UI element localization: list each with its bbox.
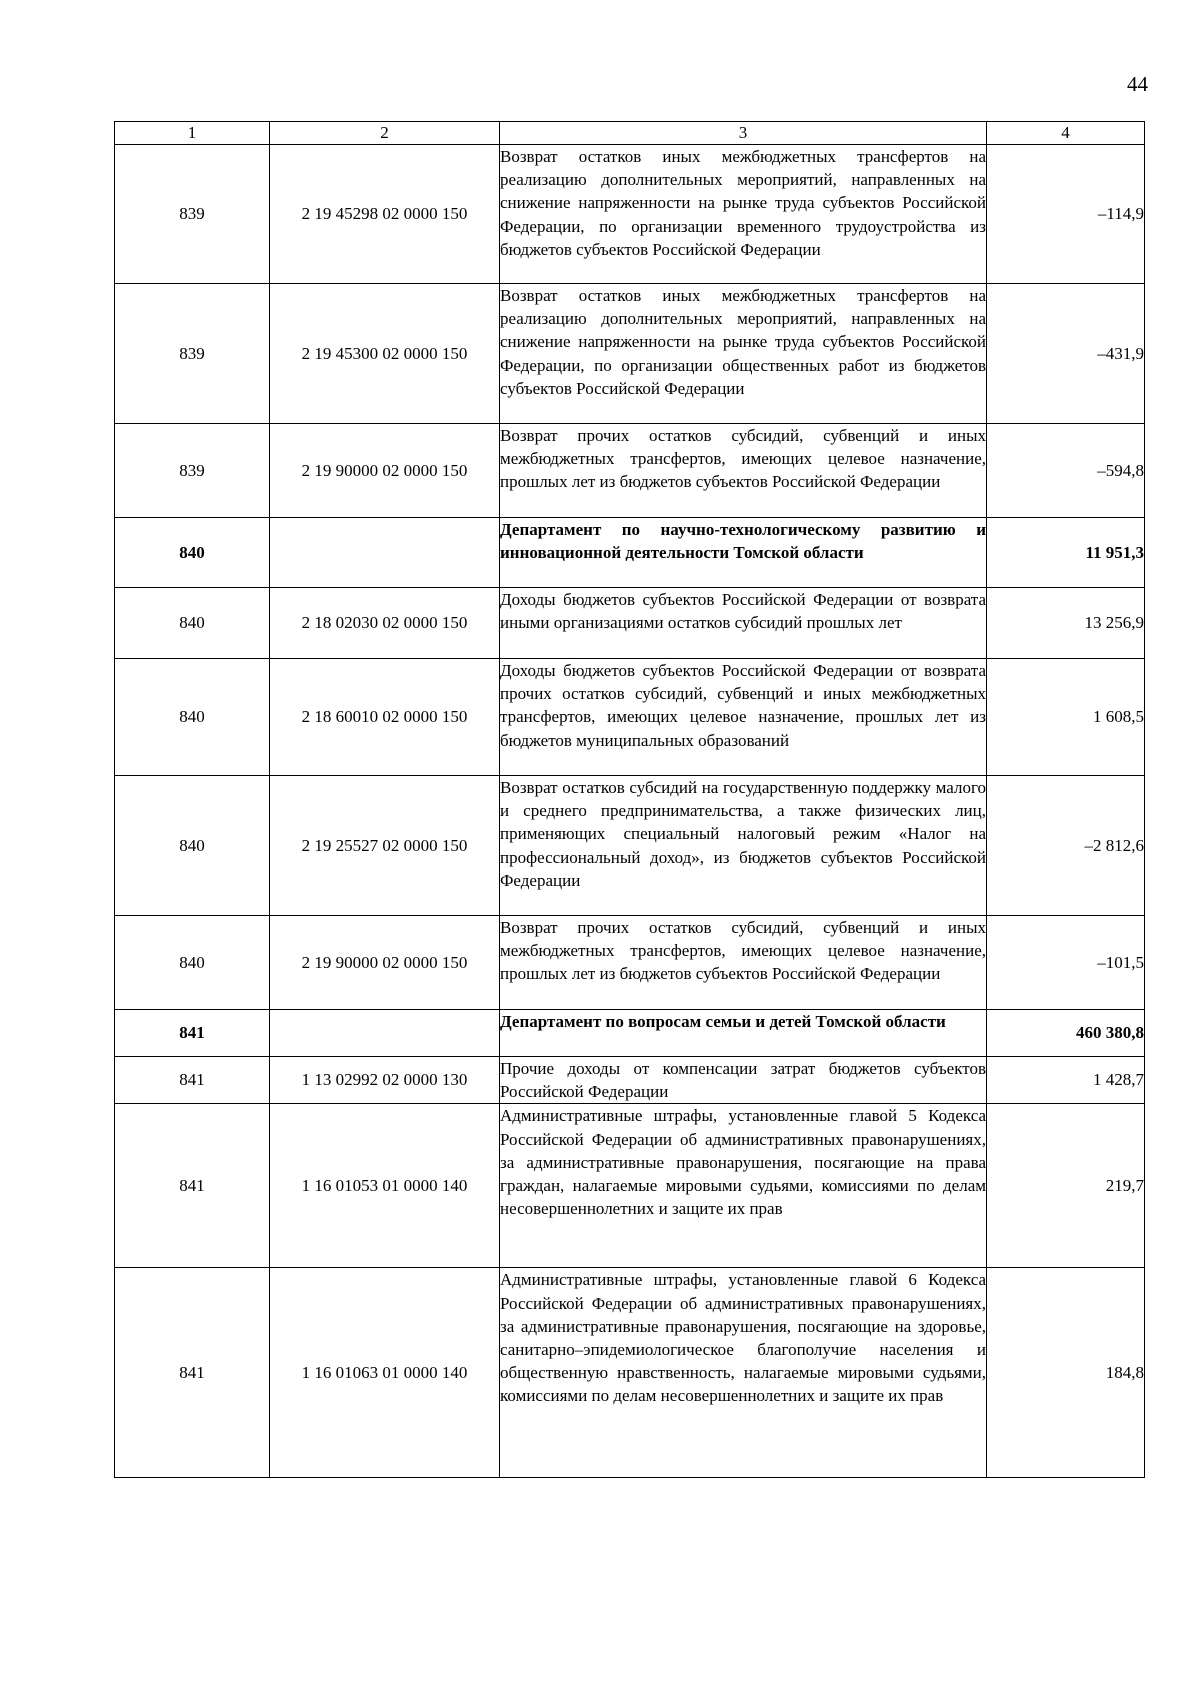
column-header-4: 4 [987,122,1145,145]
table-row [115,284,1145,424]
admin-code-cell: 839 [115,284,270,424]
revenue-name-cell: Возврат остатков иных межбюджетных трансфертов на реализацию дополнительных мероприятий, направленных на снижение напряженности на рынке труда субъектов Российской Федерации, по организации временного трудоустройства из бюджетов субъектов Российской Федерации [500,145,987,284]
revenue-name-cell: Возврат прочих остатков субсидий, субвенций и иных межбюджетных трансфертов, имеющих целевое назначение, прошлых лет из бюджетов субъектов Российской Федерации [500,916,987,1010]
budget-code-cell: 2 18 02030 02 0000 150 [270,588,500,659]
budget-revenue-table [114,121,1145,1478]
amount-cell: 11 951,3 [987,518,1145,588]
amount-cell: 1 428,7 [987,1057,1145,1104]
table-row-department [115,518,1145,588]
revenue-name-cell: Возврат остатков иных межбюджетных трансфертов на реализацию дополнительных мероприятий, направленных на снижение напряженности на рынке труда субъектов Российской Федерации, по организации общественных работ из бюджетов субъектов Российской Федерации [500,284,987,424]
table-row [115,916,1145,1010]
revenue-name-cell: Доходы бюджетов субъектов Российской Федерации от возврата иными организациями остатков субсидий прошлых лет [500,588,987,659]
revenue-name-cell: Возврат прочих остатков субсидий, субвенций и иных межбюджетных трансфертов, имеющих целевое назначение, прошлых лет из бюджетов субъектов Российской Федерации [500,424,987,518]
admin-code-cell: 839 [115,145,270,284]
amount-cell: –114,9 [987,145,1145,284]
revenue-name-cell: Прочие доходы от компенсации затрат бюджетов субъектов Российской Федерации [500,1057,987,1104]
budget-code-cell: 2 19 25527 02 0000 150 [270,776,500,916]
amount-cell: 13 256,9 [987,588,1145,659]
table-row [115,145,1145,284]
table-row [115,1057,1145,1104]
table-row [115,1268,1145,1478]
revenue-name-cell: Доходы бюджетов субъектов Российской Федерации от возврата прочих остатков субсидий, субвенций и иных межбюджетных трансфертов, имеющих целевое назначение, прошлых лет из бюджетов муниципальных образований [500,659,987,776]
column-header-2: 2 [270,122,500,145]
admin-code-cell: 840 [115,659,270,776]
amount-cell: –101,5 [987,916,1145,1010]
table-header-row [115,122,1145,145]
page-number: 44 [1127,72,1148,96]
table-row [115,1104,1145,1268]
admin-code-cell: 840 [115,518,270,588]
admin-code-cell: 841 [115,1010,270,1057]
amount-cell: –431,9 [987,284,1145,424]
budget-code-cell: 1 16 01063 01 0000 140 [270,1268,500,1478]
amount-cell: 219,7 [987,1104,1145,1268]
budget-code-cell [270,518,500,588]
table-row [115,776,1145,916]
amount-cell: –594,8 [987,424,1145,518]
amount-cell: –2 812,6 [987,776,1145,916]
admin-code-cell: 840 [115,916,270,1010]
budget-code-cell: 2 19 45298 02 0000 150 [270,145,500,284]
budget-code-cell: 2 19 90000 02 0000 150 [270,916,500,1010]
budget-code-cell: 2 18 60010 02 0000 150 [270,659,500,776]
amount-cell: 1 608,5 [987,659,1145,776]
revenue-name-cell: Административные штрафы, установленные главой 5 Кодекса Российской Федерации об административных правонарушениях, за административные правонарушения, посягающие на права граждан, налагаемые мировыми судьями, комиссиями по делам несовершеннолетних и защите их прав [500,1104,987,1268]
table-row [115,659,1145,776]
admin-code-cell: 840 [115,588,270,659]
budget-code-cell: 2 19 90000 02 0000 150 [270,424,500,518]
revenue-name-cell: Возврат остатков субсидий на государственную поддержку малого и среднего предпринимательства, а также физических лиц, применяющих специальный налоговый режим «Налог на профессиональный доход», из бюджетов субъектов Российской Федерации [500,776,987,916]
table-row-department [115,1010,1145,1057]
amount-cell: 460 380,8 [987,1010,1145,1057]
column-header-3: 3 [500,122,987,145]
admin-code-cell: 841 [115,1057,270,1104]
amount-cell: 184,8 [987,1268,1145,1478]
department-name-cell: Департамент по научно-технологическому развитию и инновационной деятельности Томской области [500,518,987,588]
admin-code-cell: 841 [115,1104,270,1268]
column-header-1: 1 [115,122,270,145]
budget-code-cell: 1 13 02992 02 0000 130 [270,1057,500,1104]
admin-code-cell: 839 [115,424,270,518]
budget-code-cell: 1 16 01053 01 0000 140 [270,1104,500,1268]
table-row [115,424,1145,518]
revenue-name-cell: Административные штрафы, установленные главой 6 Кодекса Российской Федерации об административных правонарушениях, за административные правонарушения, посягающие на здоровье, санитарно–эпидемиологическое благополучие населения и общественную нравственность, налагаемые мировыми судьями, комиссиями по делам несовершеннолетних и защите их прав [500,1268,987,1478]
admin-code-cell: 840 [115,776,270,916]
admin-code-cell: 841 [115,1268,270,1478]
department-name-cell: Департамент по вопросам семьи и детей Томской области [500,1010,987,1057]
budget-code-cell [270,1010,500,1057]
budget-code-cell: 2 19 45300 02 0000 150 [270,284,500,424]
table-row [115,588,1145,659]
